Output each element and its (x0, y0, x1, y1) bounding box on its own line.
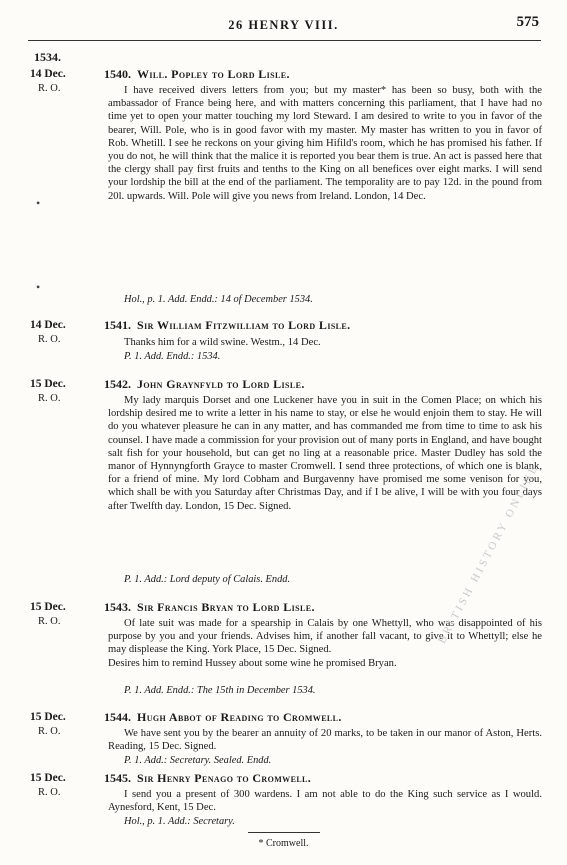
watermark: BRITISH HISTORY ONLINE (436, 461, 542, 646)
entry-date: 14 Dec. (30, 68, 66, 80)
running-head (0, 14, 567, 36)
calendar-entry (0, 600, 567, 695)
margin-bullet-icon: • (36, 196, 41, 210)
entry-heading (104, 771, 544, 785)
footnote: * Cromwell. (258, 838, 309, 849)
entry-date: 15 Dec. (30, 711, 66, 723)
entry-heading (104, 600, 544, 614)
header-rule (28, 40, 541, 41)
entry-body-paragraph: My lady marquis Dorset and one Luckener have you in suit in the Comen Place; on which his lordship desired me to write a letter in his name to stay, or else he would enjoin them to stay. He will do you whatever pleasure he can in any matter, and has commanded me from time to time to ask his counsel. I have made a commission for your provision out of many ports in England, and have bought salt fish for your household, but can get no ling at a reasonable price. Master Dudley has sold the manor of Hynnyngforth Grayce to master Cromwell. I send three protections, of which one is blank, for a friend of mine. My lord Cobham and Burgavenny have promised me some venison for you, which shall be with you Saturday after Christmas Day, and if I be alive, I will be with you four days after Twelfth day. London, 15 Dec. Signed. (108, 395, 542, 512)
calendar-entry (0, 377, 567, 587)
entry-body (108, 84, 542, 203)
entry-source: R. O. (38, 787, 61, 798)
entry-number: 1541. (104, 318, 131, 332)
entry-number: 1545. (104, 771, 131, 785)
entry-date: 15 Dec. (30, 601, 66, 613)
entry-body (108, 617, 542, 670)
entry-number: 1542. (104, 377, 131, 391)
entry-title: Sir Francis Bryan to Lord Lisle. (137, 600, 315, 614)
entry-number: 1544. (104, 710, 131, 724)
entry-body (108, 788, 542, 814)
entry-description: Hol., p. 1. Add.: Secretary. (124, 816, 235, 827)
margin-bullet-icon: • (36, 280, 41, 294)
entry-heading (104, 67, 544, 81)
entry-heading (104, 318, 544, 332)
entry-body-paragraph: Thanks him for a wild swine. Westm., 14 Dec. (124, 337, 321, 348)
calendar-entry (0, 771, 567, 831)
entry-title: Sir Henry Penago to Cromwell. (137, 771, 312, 785)
entry-heading (104, 710, 544, 724)
entry-source: R. O. (38, 726, 61, 737)
entry-source: R. O. (38, 334, 61, 345)
entry-source: R. O. (38, 393, 61, 404)
entry-description: P. 1. Add.: Lord deputy of Calais. Endd. (124, 574, 291, 585)
entry-description: P. 1. Add. Endd.: 1534. (124, 351, 221, 362)
calendar-entry (0, 67, 567, 307)
entry-source: R. O. (38, 83, 61, 94)
margin-year: 1534. (34, 50, 61, 64)
entry-number: 1540. (104, 67, 131, 81)
calendar-entry (0, 710, 567, 770)
entry-description: P. 1. Add.: Secretary. Sealed. Endd. (124, 755, 272, 766)
entry-body (108, 394, 542, 513)
running-title: 26 HENRY VIII. (228, 18, 339, 32)
entry-description: P. 1. Add. Endd.: The 15th in December 1534. (124, 685, 316, 696)
entry-body-paragraph: Of late suit was made for a spearship in Calais by one Whettyll, who was disappointed of his purpose by you and your friends. Advises him, if another fall vacant, to give it to Whettyll; else he may displease the King. York Place, 15 Dec. Signed. (108, 618, 542, 656)
entry-date: 15 Dec. (30, 378, 66, 390)
entry-title: Will. Popley to Lord Lisle. (137, 67, 290, 81)
entry-body-paragraph: We have sent you by the bearer an annuity of 20 marks, to be taken in our manor of Aston, Herts. Reading, 15 Dec. Signed. (108, 728, 542, 753)
entry-body-paragraph: Desires him to remind Hussey about some wine he promised Bryan. (108, 657, 397, 669)
entry-description: Hol., p. 1. Add. Endd.: 14 of December 1534. (124, 294, 313, 305)
footnote-rule (248, 832, 320, 833)
entry-source: R. O. (38, 616, 61, 627)
entry-number: 1543. (104, 600, 131, 614)
page-number: 575 (516, 14, 539, 30)
entry-date: 14 Dec. (30, 319, 66, 331)
entry-body-paragraph: I send you a present of 300 wardens. I am not able to do the King such service as I would. Aynesford, Kent, 15 Dec. (108, 789, 542, 814)
calendar-entry (0, 318, 567, 368)
entry-title: Sir William Fitzwilliam to Lord Lisle. (137, 318, 351, 332)
entry-title: John Graynfyld to Lord Lisle. (137, 377, 305, 391)
entry-body-paragraph: I have received divers letters from you; but my master* has been so busy, both with the ambassador of France being here, and with matters concerning this parliament, that I have had no time yet to open your matter touching my lord Steward. I am desired to write to you in favor of the bearer, Will. Pole, who is in good favor with my master. My master has written to you in favor of Rob. Whetill. I see he reckons on your giving him Hifild's room, which he has promised his father. If you do not, he will think that the malice it is reported you bear them is true. An act is passed here that the clergy shall pay first fruits and tenths to the King on all benefices over eight marks. I will send your lordship the bill at the end of the parliament. The temporality are to pay 12d. in the pound from 20l. upwards. Will. Pole will give you news from Ireland. London, 14 Dec. (108, 85, 542, 202)
entry-body (108, 336, 542, 349)
entry-title: Hugh Abbot of Reading to Cromwell. (137, 710, 342, 724)
entry-heading (104, 377, 544, 391)
entry-body (108, 727, 542, 753)
entry-date: 15 Dec. (30, 772, 66, 784)
